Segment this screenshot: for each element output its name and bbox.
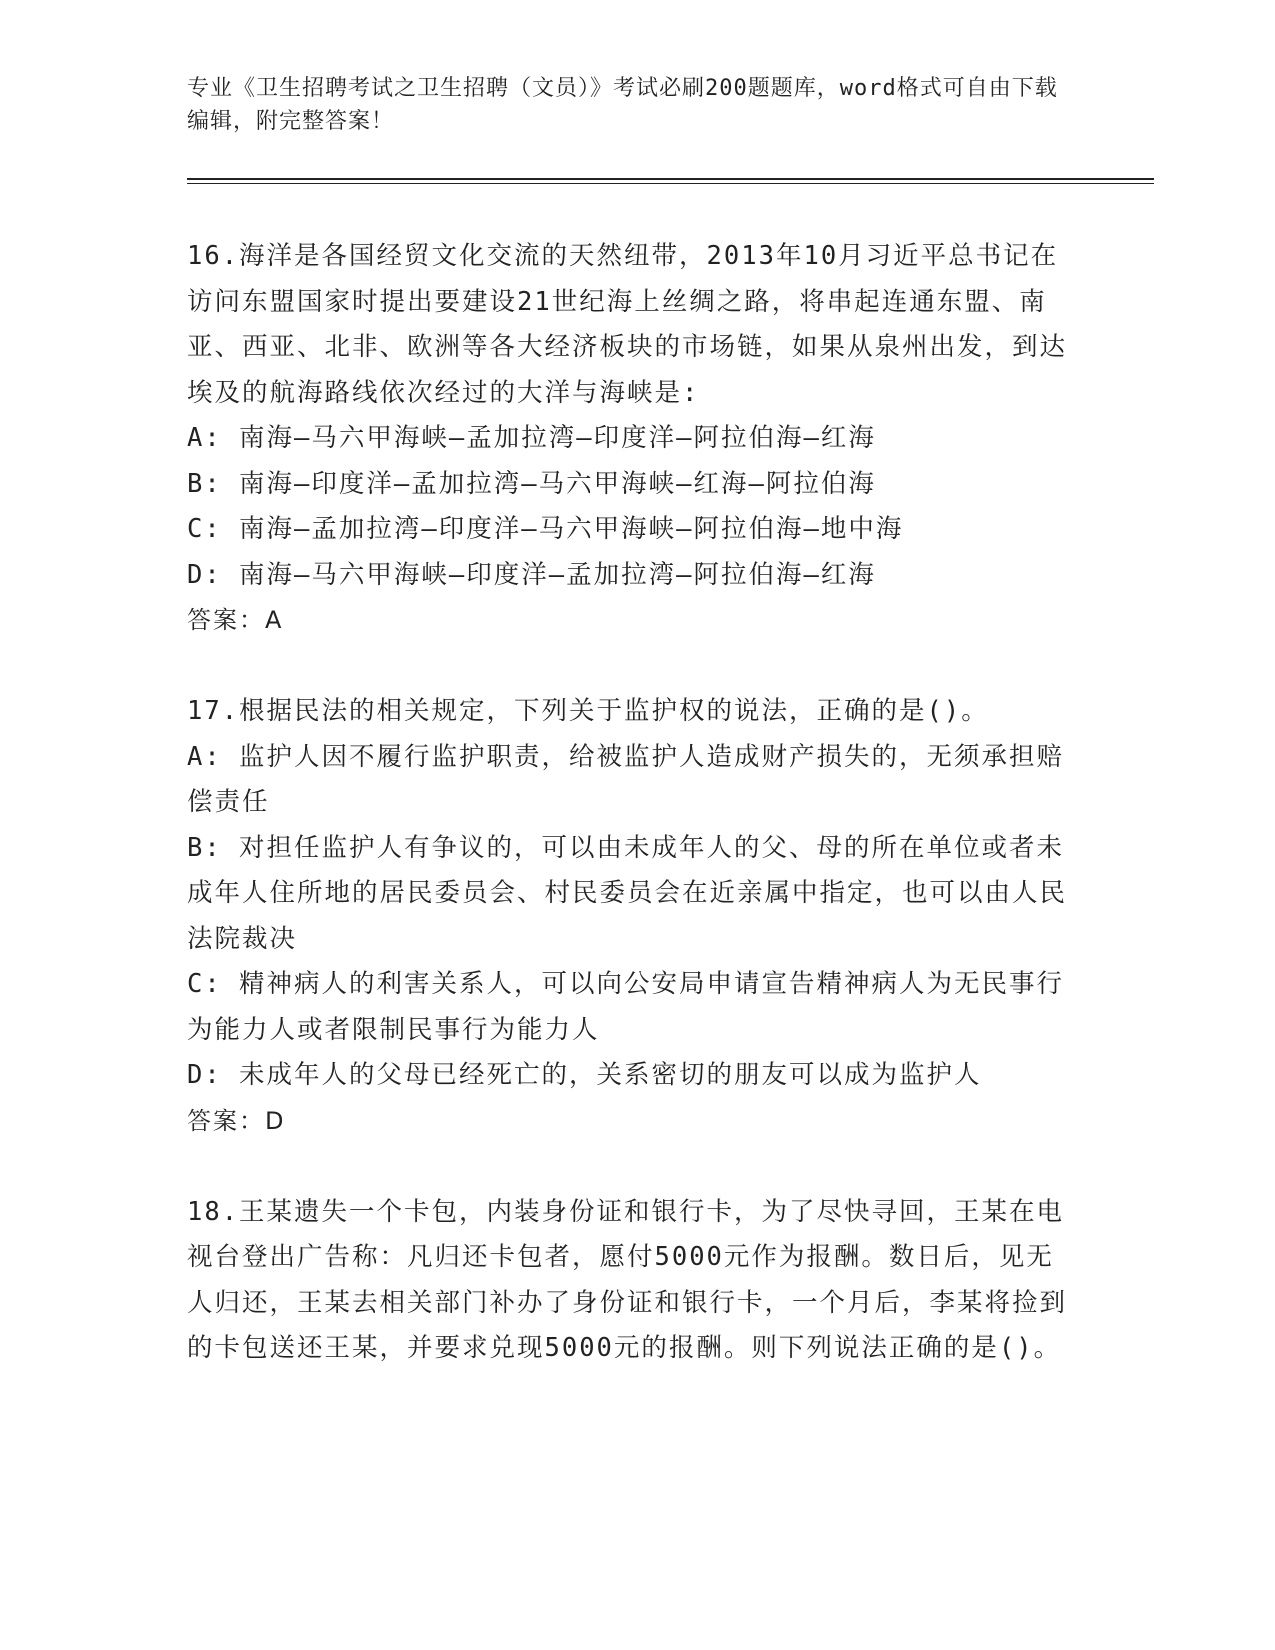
- question-stem: 16.海洋是各国经贸文化交流的天然纽带，2013年10月习近平总书记在访问东盟国家时提出要建设21世纪海上丝绸之路，将串起连通东盟、南亚、西亚、北非、欧洲等各大经济板块的市场链，如果从泉州出发，到达埃及的航海路线依次经过的大洋与海峡是:: [187, 241, 1068, 408]
- header-divider-thick: [187, 178, 1154, 180]
- question-list: [187, 234, 1072, 1417]
- option-d: D: 南海—马六甲海峡—印度洋—孟加拉湾—阿拉伯海—红海: [187, 559, 876, 590]
- question-16: [187, 234, 1072, 644]
- option-b: B: 对担任监护人有争议的，可以由未成年人的父、母的所在单位或者未成年人住所地的居民委员会、村民委员会在近亲属中指定，也可以由人民法院裁决: [187, 832, 1068, 954]
- question-17: [187, 689, 1072, 1144]
- document-header: 专业《卫生招聘考试之卫生招聘（文员）》考试必刷200题题库，word格式可自由下载编辑，附完整答案！: [187, 76, 1058, 134]
- option-c: C: 精神病人的利害关系人，可以向公安局申请宣告精神病人为无民事行为能力人或者限制民事行为能力人: [187, 969, 1065, 1045]
- question-stem: 17.根据民法的相关规定，下列关于监护权的说法，正确的是()。: [187, 696, 989, 726]
- question-18: [187, 1190, 1072, 1372]
- answer-line: 答案：A: [187, 606, 284, 634]
- option-b: B: 南海—印度洋—孟加拉湾—马六甲海峡—红海—阿拉伯海: [187, 468, 876, 499]
- answer-line: 答案：D: [187, 1106, 286, 1135]
- option-c: C: 南海—孟加拉湾—印度洋—马六甲海峡—阿拉伯海—地中海: [187, 514, 904, 544]
- option-a: A: 监护人因不履行监护职责，给被监护人造成财产损失的，无须承担赔偿责任: [187, 741, 1065, 817]
- header-divider-thin: [187, 183, 1154, 184]
- option-d: D: 未成年人的父母已经死亡的，关系密切的朋友可以成为监护人: [187, 1060, 982, 1090]
- option-a: A: 南海—马六甲海峡—孟加拉湾—印度洋—阿拉伯海—红海: [187, 423, 876, 453]
- question-stem: 18.王某遗失一个卡包，内装身份证和银行卡，为了尽快寻回，王某在电视台登出广告称：凡归还卡包者，愿付5000元作为报酬。数日后，见无人归还，王某去相关部门补办了身份证和银行卡，一个月后，李某将捡到的卡包送还王某，并要求兑现5000元的报酬。则下列说法正确的是()。: [187, 1196, 1068, 1363]
